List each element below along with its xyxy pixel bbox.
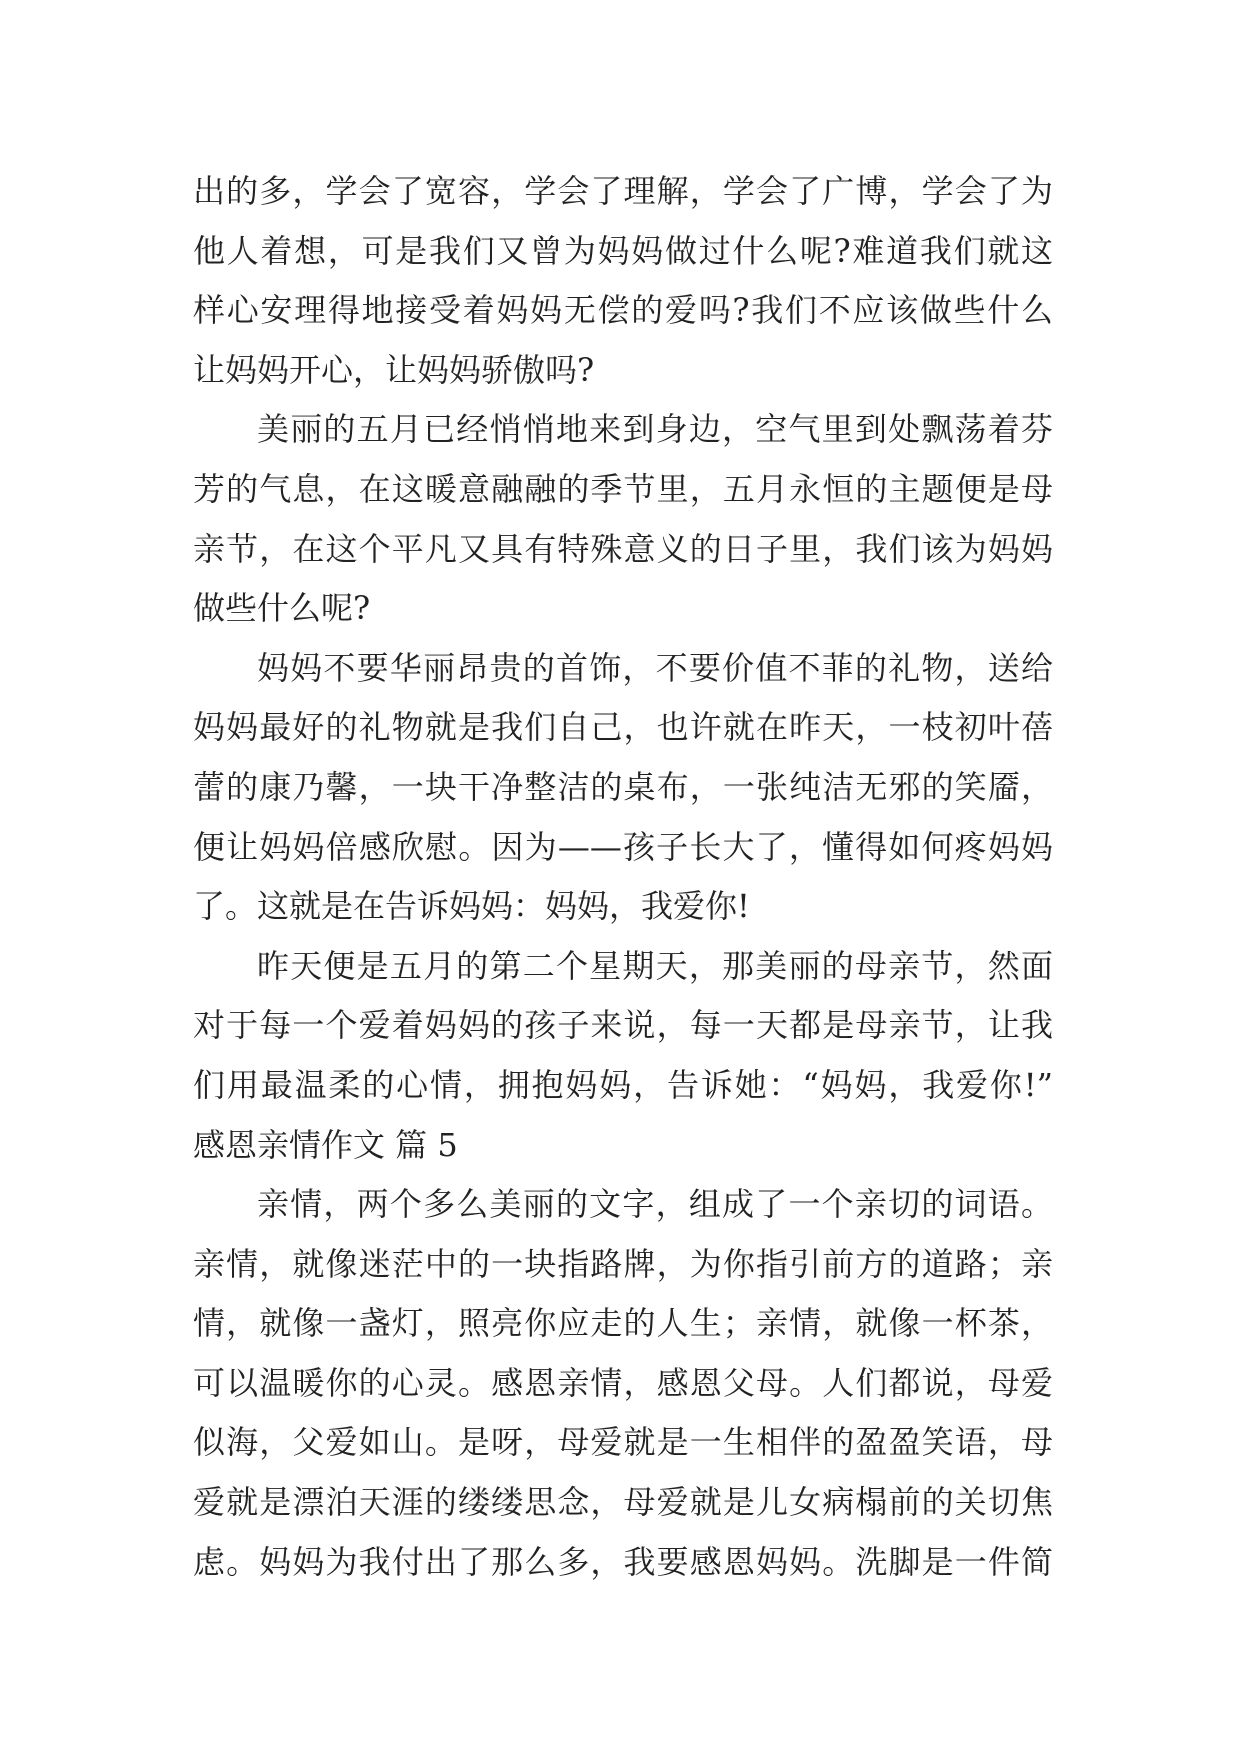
- text-line: 便让妈妈倍感欣慰。因为——孩子长大了，懂得如何疼妈妈: [193, 827, 1053, 866]
- text-line: 样心安理得地接受着妈妈无偿的爱吗?我们不应该做些什么: [193, 291, 1053, 330]
- text-line: 了。这就是在告诉妈妈：妈妈，我爱你!: [193, 887, 750, 926]
- paragraph-first-line: 妈妈不要华丽昂贵的首饰，不要价值不菲的礼物，送给: [257, 648, 1053, 687]
- text-line: 情，就像一盏灯，照亮你应走的人生；亲情，就像一杯茶，: [193, 1304, 1053, 1343]
- text-line: 出的多，学会了宽容，学会了理解，学会了广博，学会了为: [193, 172, 1053, 210]
- article-body: [193, 162, 1053, 1592]
- text-line: 亲情，就像迷茫中的一块指路牌，为你指引前方的道路；亲: [193, 1244, 1053, 1283]
- paragraph-first-line: 美丽的五月已经悄悄地来到身边，空气里到处飘荡着芬: [257, 410, 1053, 449]
- text-line: 对于每一个爱着妈妈的孩子来说，每一天都是母亲节，让我: [193, 1006, 1053, 1045]
- text-line: 虑。妈妈为我付出了那么多，我要感恩妈妈。洗脚是一件简: [193, 1542, 1053, 1581]
- text-line: 们用最温柔的心情，拥抱妈妈，告诉她：“妈妈，我爱你!”: [193, 1065, 1053, 1104]
- text-line: 让妈妈开心，让妈妈骄傲吗?: [193, 350, 595, 389]
- paragraph-first-line: 昨天便是五月的第二个星期天，那美丽的母亲节，然面: [257, 946, 1053, 985]
- text-line: 他人着想，可是我们又曾为妈妈做过什么呢?难道我们就这: [193, 231, 1053, 270]
- text-line: 亲节，在这个平凡又具有特殊意义的日子里，我们该为妈妈: [193, 529, 1053, 568]
- section-heading: 感恩亲情作文 篇 5: [193, 1125, 458, 1164]
- text-line: 做些什么呢?: [193, 589, 371, 628]
- text-line: 蕾的康乃馨，一块干净整洁的桌布，一张纯洁无邪的笑靥，: [193, 767, 1053, 806]
- paragraph-first-line: 亲情，两个多么美丽的文字，组成了一个亲切的词语。: [257, 1185, 1053, 1224]
- text-line: 似海，父爱如山。是呀，母爱就是一生相伴的盈盈笑语，母: [193, 1423, 1053, 1462]
- text-line: 芳的气息，在这暖意融融的季节里，五月永恒的主题便是母: [193, 469, 1053, 508]
- text-line: 爱就是漂泊天涯的缕缕思念，母爱就是儿女病榻前的关切焦: [193, 1483, 1053, 1522]
- text-line: 妈妈最好的礼物就是我们自己，也许就在昨天，一枝初叶蓓: [193, 708, 1053, 747]
- text-line: 可以温暖你的心灵。感恩亲情，感恩父母。人们都说，母爱: [193, 1363, 1053, 1402]
